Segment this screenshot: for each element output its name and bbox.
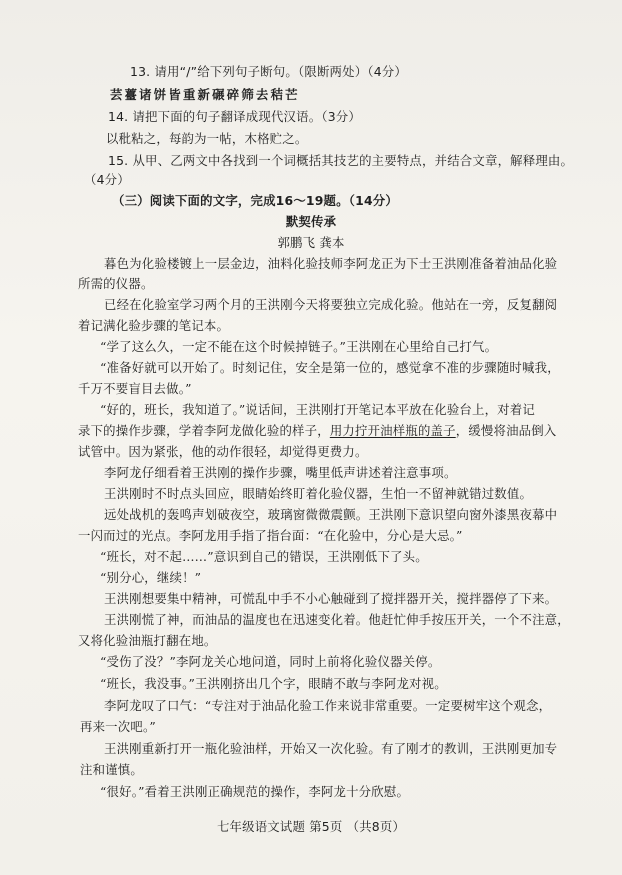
paragraph-5-text-b: ，缓慢将油品倒入 [455,423,557,438]
question-14-sentence: 以秕粘之，每韵为一帖，木格贮之。 [106,131,308,146]
paragraph-10: “别分心，继续！” [100,570,202,585]
paragraph-8-line-1: 远处战机的轰鸣声划破夜空，玻璃窗微微震颤。王洪刚下意识望向窗外漆黑夜幕中 [104,507,558,522]
paragraph-15-line-2: 再来一次吧。” [80,719,156,734]
paragraph-2-line-1: 已经在化验室学习两个月的王洪刚今天将要独立完成化验。他站在一旁，反复翻阅 [104,297,558,312]
paragraph-5-text-a: 录下的操作步骤，学着李阿龙做化验的样子， [78,423,330,438]
paragraph-11: 王洪刚想要集中精神，可慌乱中手不小心触碰到了搅拌器开关，搅拌器停了下来。 [104,591,558,606]
paragraph-14: “班长，我没事。”王洪刚挤出几个字，眼睛不敢与李阿龙对视。 [100,676,447,691]
underlined-phrase: 用力拧开油样瓶的盖子 [329,423,456,438]
paragraph-9: “班长，对不起……”意识到自己的错误，王洪刚低下了头。 [100,549,428,564]
story-authors: 郭鹏飞 龚本 [277,235,345,250]
section-heading: （三）阅读下面的文字，完成16～19题。（14分） [112,193,398,208]
paragraph-1-line-2: 所需的仪器。 [78,276,154,291]
paragraph-8-line-2: 一闪而过的光点。李阿龙用手指了指台面：“在化验中，分心是大忌。” [78,528,463,543]
paragraph-12-line-1: 王洪刚慌了神，而油品的温度也在迅速变化着。他赶忙伸手按压开关，一个不注意， [104,612,570,627]
question-13: 13. 请用“/”给下列句子断句。（限断两处）（4分） [130,64,407,79]
paragraph-6: 李阿龙仔细看着王洪刚的操作步骤，嘴里低声讲述着注意事项。 [104,465,457,480]
paragraph-5-line-3: 试管中。因为紧张，他的动作很轻，却觉得更费力。 [78,444,368,459]
story-title: 默契传承 [285,214,337,229]
paragraph-16-line-2: 注和谨慎。 [80,762,143,777]
paragraph-13: “受伤了没？”李阿龙关心地问道，同时上前将化验仪器关停。 [100,654,441,669]
question-15-line-2: （4分） [84,172,130,187]
question-15-line-1: 15. 从甲、乙两文中各找到一个词概括其技艺的主要特点，并结合文章，解释理由。 [108,153,574,168]
paragraph-15-line-1: 李阿龙叹了口气：“专注对于油品化验工作来说非常重要。一定要树牢这个观念， [104,698,552,713]
paragraph-12-line-2: 又将化验油瓶打翻在地。 [78,633,217,648]
paragraph-4-line-2: 千万不要盲目去做。” [78,381,192,396]
paragraph-5-line-2 [78,423,608,439]
paragraph-17: “很好。”看着王洪刚正确规范的操作，李阿龙十分欣慰。 [100,784,410,799]
paragraph-16-line-1: 王洪刚重新打开一瓶化验油样，开始又一次化验。有了刚才的教训，王洪刚更加专 [104,741,558,756]
question-13-sentence: 芸薹诸饼皆重新碾碎筛去秸芒 [110,87,300,102]
paragraph-7: 王洪刚时不时点头回应，眼睛始终盯着化验仪器，生怕一不留神就错过数值。 [104,486,533,501]
paragraph-1-line-1: 暮色为化验楼镀上一层金边，油料化验技师李阿龙正为下士王洪刚准备着油品化验 [104,256,558,271]
paragraph-5-line-1: “好的，班长，我知道了。”说话间，王洪刚打开笔记本平放在化验台上，对着记 [100,402,535,417]
question-14: 14. 请把下面的句子翻译成现代汉语。（3分） [108,109,361,124]
paragraph-2-line-2: 着记满化验步骤的笔记本。 [78,318,230,333]
paragraph-4-line-1: “准备好就可以开始了。时刻记住，安全是第一位的，感觉拿不准的步骤随时喊我， [100,360,560,375]
page-footer: 七年级语文试题 第5页 （共8页） [216,819,406,834]
paragraph-3: “学了这么久，一定不能在这个时候掉链子。”王洪刚在心里给自己打气。 [100,339,498,354]
